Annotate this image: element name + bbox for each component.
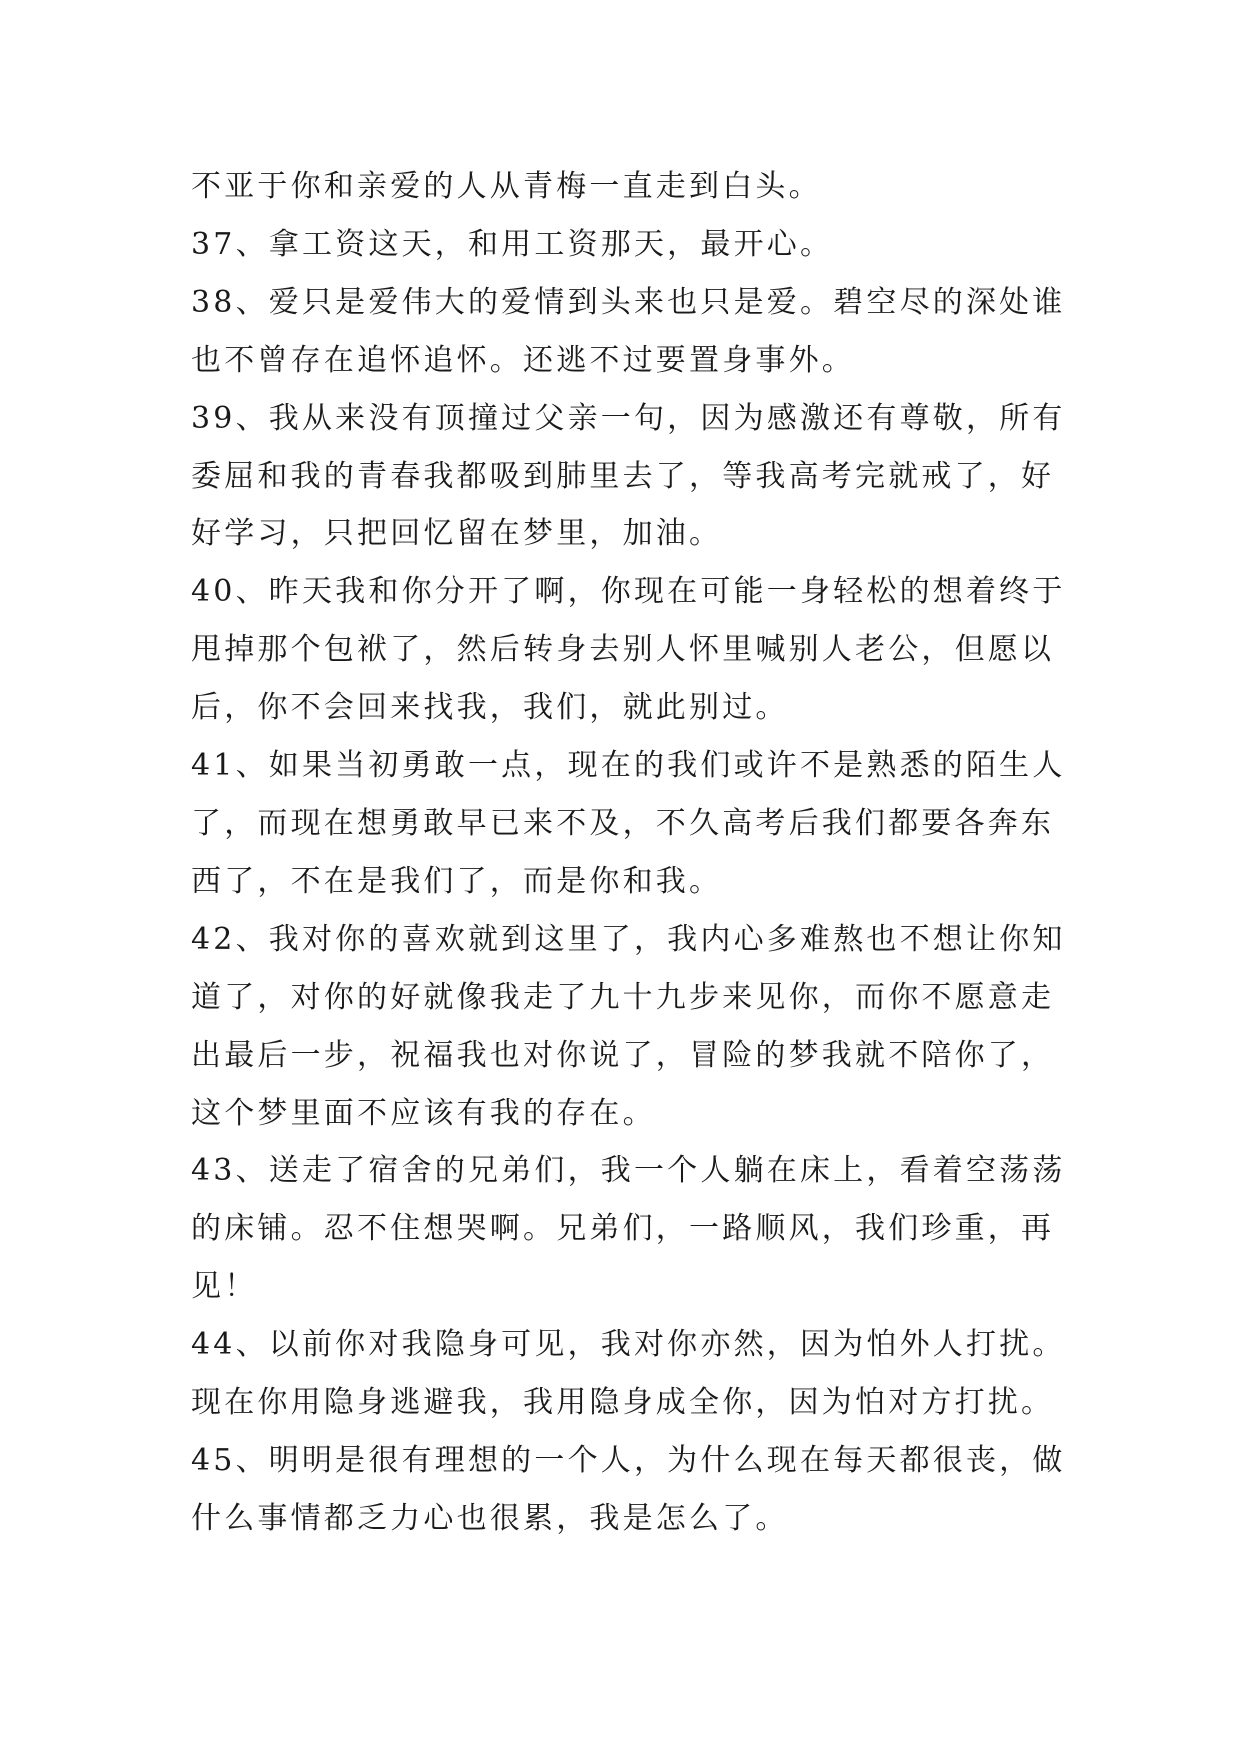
- paragraph-43: 43、送走了宿舍的兄弟们，我一个人躺在床上，看着空荡荡的床铺。忍不住想哭啊。兄弟们，一路顺风，我们珍重，再见！: [191, 1153, 1066, 1305]
- paragraph-39: 39、我从来没有顶撞过父亲一句，因为感激还有尊敬，所有委屈和我的青春我都吸到肺里去了，等我高考完就戒了，好好学习，只把回忆留在梦里，加油。: [191, 400, 1066, 552]
- document-body: [191, 158, 1071, 1548]
- paragraph-40: 40、昨天我和你分开了啊，你现在可能一身轻松的想着终于甩掉那个包袱了，然后转身去别人怀里喊别人老公，但愿以后，你不会回来找我，我们，就此别过。: [191, 574, 1066, 726]
- paragraph-44: 44、以前你对我隐身可见，我对你亦然，因为怕外人打扰。现在你用隐身逃避我，我用隐身成全你，因为怕对方打扰。: [191, 1327, 1066, 1421]
- paragraph-continuation: 不亚于你和亲爱的人从青梅一直走到白头。: [191, 169, 822, 204]
- paragraph-37: 37、拿工资这天，和用工资那天，最开心。: [191, 226, 834, 262]
- paragraph-41: 41、如果当初勇敢一点，现在的我们或许不是熟悉的陌生人了，而现在想勇敢早已来不及，不久高考后我们都要各奔东西了，不在是我们了，而是你和我。: [191, 748, 1066, 899]
- paragraph-38: 38、爱只是爱伟大的爱情到头来也只是爱。碧空尽的深处谁也不曾存在追怀追怀。还逃不过要置身事外。: [191, 284, 1066, 378]
- paragraph-42: 42、我对你的喜欢就到这里了，我内心多难熬也不想让你知道了，对你的好就像我走了九十九步来见你，而你不愿意走出最后一步，祝福我也对你说了，冒险的梦我就不陪你了，这个梦里面不应该有我的存在。: [191, 921, 1066, 1131]
- paragraph-45: 45、明明是很有理想的一个人，为什么现在每天都很丧，做什么事情都乏力心也很累，我是怎么了。: [191, 1442, 1066, 1536]
